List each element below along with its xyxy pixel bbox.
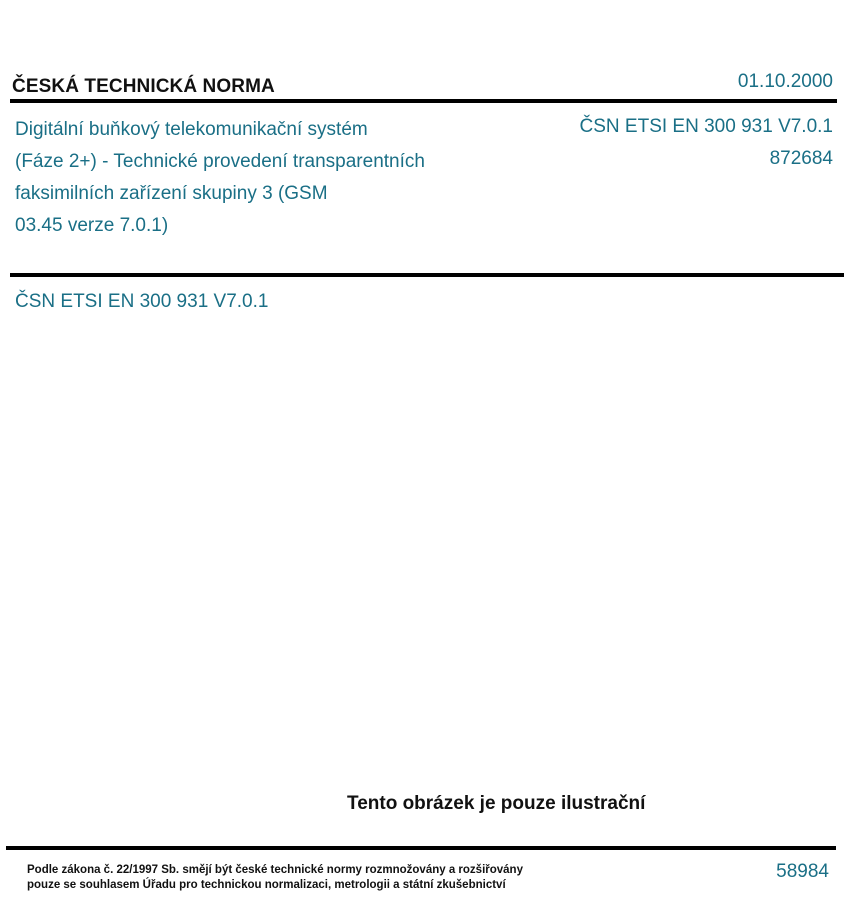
- standard-identifier: ČSN ETSI EN 300 931 V7.0.1: [579, 116, 833, 137]
- illustration-notice: Tento obrázek je pouze ilustrační: [347, 793, 646, 814]
- document-title-line: (Fáze 2+) - Technické provedení transparentních: [15, 151, 425, 172]
- footer-divider: [6, 846, 836, 850]
- header-divider: [10, 99, 837, 103]
- section-divider: [10, 273, 844, 277]
- document-title-line: Digitální buňkový telekomunikační systém: [15, 119, 368, 140]
- document-title-line: faksimilních zařízení skupiny 3 (GSM: [15, 183, 328, 204]
- legal-notice-line: pouze se souhlasem Úřadu pro technickou normalizaci, metrologii a státní zkušebnictví: [27, 879, 506, 891]
- legal-notice: [27, 863, 627, 893]
- legal-notice-line: Podle zákona č. 22/1997 Sb. smějí být české technické normy rozmnožovány a rozšiřovány: [27, 864, 523, 876]
- publication-date: 01.10.2000: [737, 71, 833, 92]
- document-title-line: 03.45 verze 7.0.1): [15, 215, 169, 236]
- document-number: 58984: [776, 861, 829, 882]
- catalog-number: 872684: [769, 148, 833, 169]
- document-title: [15, 114, 515, 242]
- standard-identifier-secondary: ČSN ETSI EN 300 931 V7.0.1: [15, 291, 269, 312]
- standard-header-title: ČESKÁ TECHNICKÁ NORMA: [12, 76, 275, 97]
